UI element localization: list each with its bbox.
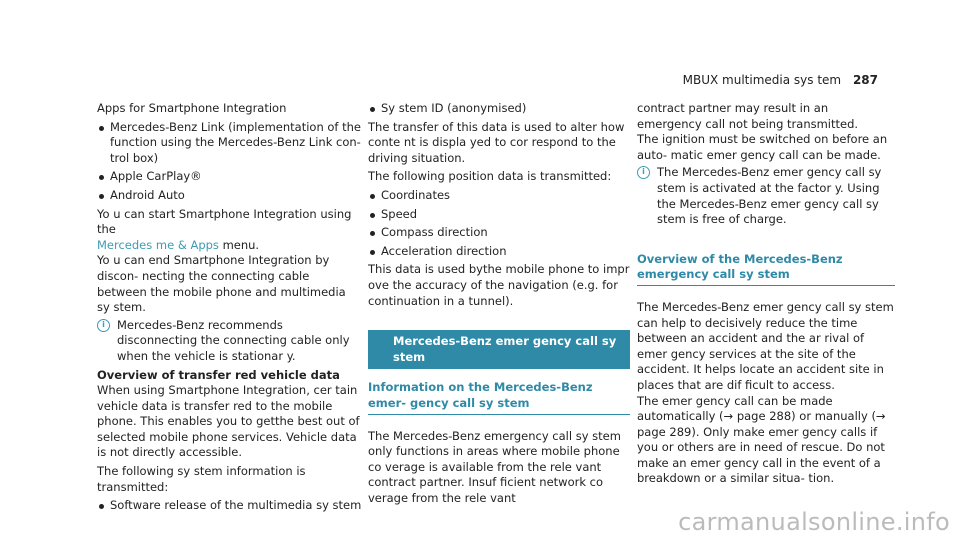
overview-heading: Overview of transfer red vehicle data bbox=[97, 367, 340, 382]
info-text: The Mercedes-Benz emergency call sy stem only functions in areas where mobile phone co verage is available from the rele vant contract partner. Insuf ficient network co verage from the rele vant bbox=[368, 428, 621, 505]
list-item: Apple CarPlay® bbox=[97, 169, 362, 185]
list-item: Sy stem ID (anonymised) bbox=[368, 101, 630, 117]
auto-text: The emer gency call can be made automatically (→ page 288) or manually (→ page 289). Only make emer gency calls if you or others are in need of rescue. Do not make an emer gency call in the event of a breakdown or a similar situa‐ tion. bbox=[637, 393, 886, 486]
page-number: 287 bbox=[852, 73, 878, 87]
list-item: Compass direction bbox=[368, 225, 630, 241]
info-icon: i bbox=[97, 319, 110, 332]
info-heading: Information on the Mercedes-Benz emer‐ gency call sy stem bbox=[368, 380, 630, 414]
page-header bbox=[683, 73, 878, 89]
following-text: The following sy stem information is transmitted: bbox=[97, 464, 306, 494]
watermark: carmanualsonline.info bbox=[678, 508, 950, 536]
used-text: This data is used bythe mobile phone to impr ove the accuracy of the navigation (e.g. for continuation in a tunnel). bbox=[368, 262, 630, 308]
start-text-end: menu. bbox=[218, 237, 260, 252]
info-icon: i bbox=[637, 166, 650, 179]
column-2 bbox=[368, 101, 630, 506]
note bbox=[97, 318, 362, 365]
transfer-text: The transfer of this data is used to alter how conte nt is displa yed to cor respond to the driving situation. bbox=[368, 119, 625, 165]
end-paragraph: Yo u can end Smartphone Integration by discon‐ necting the connecting cable between the mobile phone and multimedia sy stem. bbox=[97, 253, 346, 315]
note-text: The Mercedes-Benz emer gency call sy stem is activated at the factor y. Using the Mercedes-Benz emer gency call sy stem is free of charge. bbox=[657, 165, 882, 227]
list-item: Acceleration direction bbox=[368, 244, 630, 260]
list-item: Android Auto bbox=[97, 188, 362, 204]
list-item: Software release of the multimedia sy stem bbox=[97, 498, 362, 514]
position-intro: The following position data is transmitted: bbox=[368, 169, 612, 184]
ignition-text: The ignition must be switched on before an auto‐ matic emer gency call can be made. bbox=[637, 132, 888, 162]
section-title-bar: Mercedes-Benz emer gency call sy stem bbox=[368, 330, 630, 369]
mercedes-me-apps-link[interactable]: Mercedes me & Apps bbox=[97, 237, 219, 252]
note bbox=[637, 165, 895, 227]
overview-heading: Overview of the Mercedes-Benz emergency call sy stem bbox=[637, 252, 895, 286]
list-item: Speed bbox=[368, 207, 630, 223]
overview-text: When using Smartphone Integration, cer tain vehicle data is transfer red to the mobile phone. This enables you to getthe best out of selected mobile phone services. Vehicle data is not directly accessible. bbox=[97, 383, 360, 460]
list-item: Mercedes-Benz Link (implementation of the function using the Mercedes-Benz Link con‐ trol box) bbox=[97, 120, 362, 167]
column-3 bbox=[637, 101, 895, 487]
apps-intro: Apps for Smartphone Integration bbox=[97, 101, 287, 115]
overview-text: The Mercedes-Benz emer gency call sy stem can help to decisively reduce the time between an accident and the ar rival of emer gency services at the site of the accident. It helps locate an accident site in places that are dif ficult to access. bbox=[637, 299, 894, 392]
list-item: Coordinates bbox=[368, 188, 630, 204]
start-text: Yo u can start Smartphone Integration using the bbox=[97, 206, 352, 237]
note-text: Mercedes-Benz recommends disconnecting the connecting cable only when the vehicle is stationar y. bbox=[117, 317, 350, 363]
continuation-text: contract partner may result in an emergency call not being transmitted. bbox=[637, 101, 859, 131]
start-paragraph bbox=[97, 207, 362, 254]
column-1 bbox=[97, 101, 362, 517]
section-name: MBUX multimedia sys tem bbox=[682, 73, 842, 87]
